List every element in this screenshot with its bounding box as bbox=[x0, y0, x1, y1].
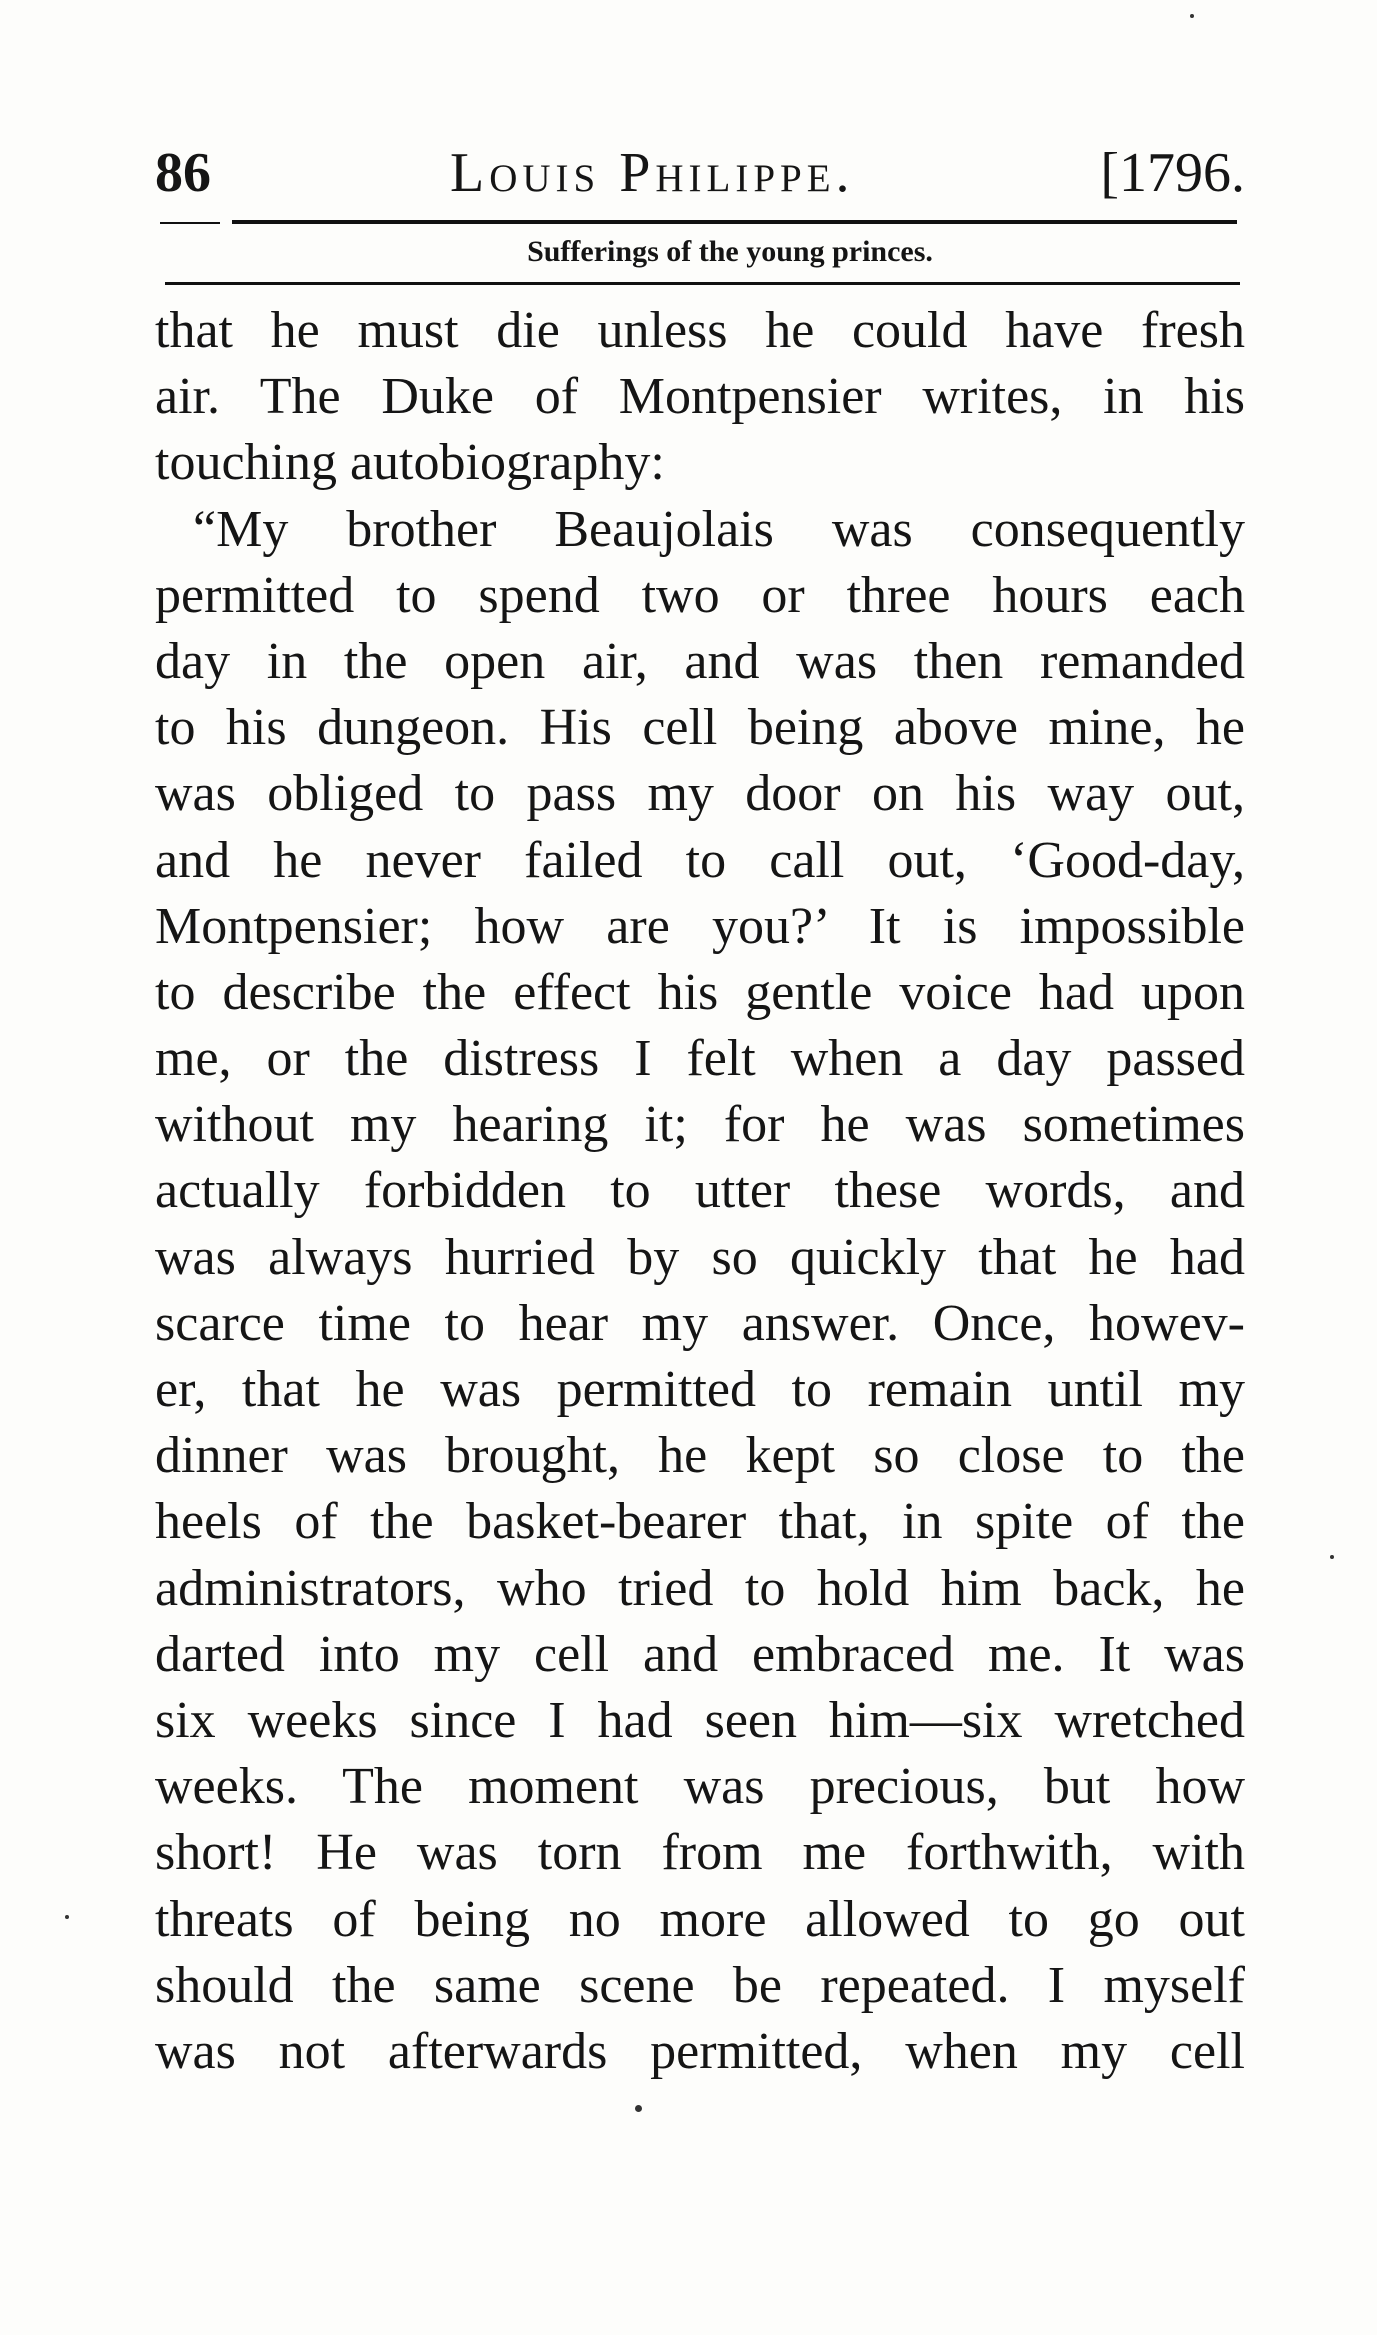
print-speck bbox=[1330, 1555, 1334, 1559]
subtitle-rule bbox=[165, 282, 1240, 285]
year-marker: [1796. bbox=[1100, 142, 1245, 204]
text-line: short! He was torn from me forthwith, with bbox=[155, 1824, 1245, 1882]
text-line: actually forbidden to utter these words, and bbox=[155, 1162, 1245, 1220]
text-line: was obliged to pass my door on his way out, bbox=[155, 765, 1245, 823]
print-speck bbox=[65, 1915, 69, 1919]
text-line: dinner was brought, he kept so close to the bbox=[155, 1427, 1245, 1485]
page-number: 86 bbox=[155, 142, 211, 204]
text-line: air. The Duke of Montpensier writes, in his bbox=[155, 368, 1245, 426]
body-text bbox=[155, 298, 1245, 2085]
text-line: er, that he was permitted to remain until my bbox=[155, 1361, 1245, 1418]
text-line: six weeks since I had seen him—six wretched bbox=[155, 1691, 1245, 1749]
print-speck bbox=[1190, 14, 1194, 18]
text-line: to describe the effect his gentle voice had upon bbox=[155, 963, 1245, 1021]
text-line: Montpensier; how are you?’ It is impossible bbox=[155, 897, 1245, 955]
running-head bbox=[155, 138, 1245, 208]
text-line: and he never failed to call out, ‘Good-day, bbox=[155, 831, 1245, 889]
text-line: permitted to spend two or three hours each bbox=[155, 566, 1245, 624]
text-line: was always hurried by so quickly that he had bbox=[155, 1228, 1245, 1286]
text-line: that he must die unless he could have fresh bbox=[155, 302, 1245, 359]
text-line: weeks. The moment was precious, but how bbox=[155, 1758, 1245, 1816]
text-line: administrators, who tried to hold him back, he bbox=[155, 1559, 1245, 1617]
text-line: scarce time to hear my answer. Once, howev- bbox=[155, 1294, 1245, 1352]
text-line: darted into my cell and embraced me. It was bbox=[155, 1625, 1245, 1683]
text-line: day in the open air, and was then remanded bbox=[155, 632, 1245, 690]
text-line: touching autobiography: bbox=[155, 434, 665, 492]
book-title: Louis Philippe. bbox=[450, 142, 855, 204]
text-line: should the same scene be repeated. I myself bbox=[155, 1956, 1245, 2014]
section-subtitle: Sufferings of the young princes. bbox=[527, 235, 933, 268]
text-line: me, or the distress I felt when a day passed bbox=[155, 1030, 1245, 1088]
print-speck bbox=[635, 2105, 642, 2112]
header-rule-short bbox=[160, 222, 220, 224]
text-line: to his dungeon. His cell being above mine, he bbox=[155, 699, 1245, 757]
text-line: “My brother Beaujolais was consequently bbox=[193, 500, 1245, 558]
text-line: threats of being no more allowed to go out bbox=[155, 1890, 1245, 1948]
text-line: was not afterwards permitted, when my cell bbox=[155, 2022, 1245, 2080]
header-rule bbox=[232, 220, 1237, 224]
text-line: heels of the basket-bearer that, in spite of the bbox=[155, 1493, 1245, 1551]
text-line: without my hearing it; for he was sometimes bbox=[155, 1096, 1245, 1154]
